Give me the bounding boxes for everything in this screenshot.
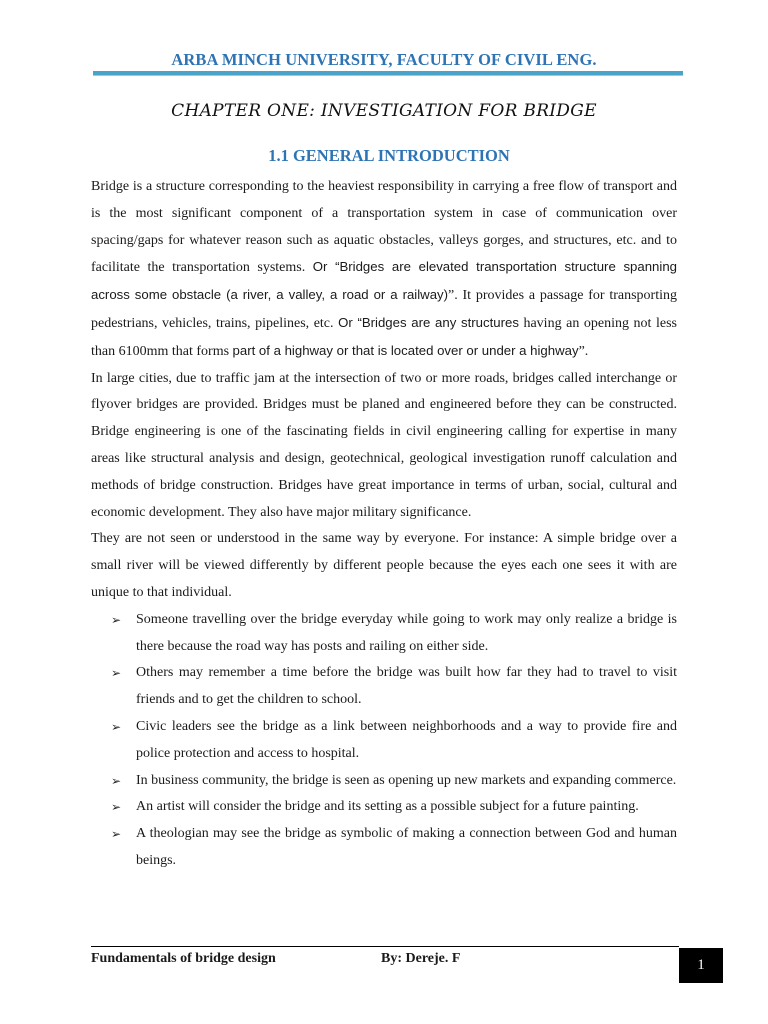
- footer-course-title: Fundamentals of bridge design: [91, 951, 276, 966]
- arrow-bullet-icon: ➢: [111, 773, 122, 788]
- perspective-list: [91, 607, 677, 875]
- list-item: [91, 714, 677, 768]
- arrow-bullet-icon: ➢: [111, 612, 122, 627]
- running-header: ARBA MINCH UNIVERSITY, FACULTY OF CIVIL ENG.: [171, 50, 597, 69]
- list-item: [91, 794, 677, 821]
- arrow-bullet-icon: ➢: [111, 827, 122, 842]
- list-item-text: Others may remember a time before the bridge was built how far they had to travel to visit friends and to get the children to school.: [136, 665, 677, 708]
- paragraph-intro-text-4: ”.: [578, 343, 589, 359]
- definition-quote-3: part of a highway or that is located over or under a highway: [232, 342, 579, 358]
- section-title: 1.1 GENERAL INTRODUCTION: [268, 146, 510, 165]
- list-item-text: In business community, the bridge is seen as opening up new markets and expanding commerce.: [136, 772, 677, 788]
- footer-author: By: Dereje. F: [381, 951, 461, 966]
- list-item-text: An artist will consider the bridge and its setting as a possible subject for a future painting.: [136, 799, 639, 815]
- arrow-bullet-icon: ➢: [111, 666, 122, 681]
- header-divider: [93, 71, 683, 75]
- paragraph-intro: [91, 174, 677, 366]
- paragraph-intro-text: Bridge is a structure corresponding to the heaviest responsibility in carrying a free flow of transport and is the most significant component of a transportation system in case of communication over spacing/gaps for whatever reason such as aquatic obstacles, valleys gorges, and structures, etc. and to facilitate the transportation systems.: [91, 179, 677, 276]
- list-item: [91, 821, 677, 875]
- list-item-text: Someone travelling over the bridge everyday while going to work may only realize a bridge is there because the road way has posts and railing on either side.: [136, 611, 677, 654]
- definition-quote-2: Or “Bridges are any structures: [338, 314, 519, 330]
- list-item-text: Civic leaders see the bridge as a link between neighborhoods and a way to provide fire and police protection and access to hospital.: [136, 718, 677, 761]
- page-number: 1: [697, 957, 705, 973]
- paragraph-intro-text-3: having an opening not less than 6100mm that forms: [91, 315, 677, 359]
- paragraph-intro-text-2: ”. It provides a passage for transporting pedestrians, vehicles, trains, pipelines, etc.: [91, 288, 677, 331]
- arrow-bullet-icon: ➢: [111, 719, 122, 734]
- list-item-text: A theologian may see the bridge as symbolic of making a connection between God and human beings.: [136, 826, 677, 868]
- list-item: [91, 660, 677, 714]
- list-item: [91, 607, 677, 661]
- definition-quote-1: Or “Bridges are elevated transportation structure spanning across some obstacle (a river, a valley, a road or a railway): [91, 259, 677, 303]
- paragraph-perception: They are not seen or understood in the same way by everyone. For instance: A simple bridge over a small river will be viewed differently by different people because the eyes each one sees it with are unique to that individual.: [91, 531, 677, 600]
- arrow-bullet-icon: ➢: [111, 800, 122, 815]
- chapter-title: CHAPTER ONE: INVESTIGATION FOR BRIDGE: [171, 101, 597, 121]
- list-item: [91, 768, 677, 795]
- paragraph-large-cities: In large cities, due to traffic jam at the intersection of two or more roads, bridges called interchange or flyover bridges are provided. Bridges must be planed and engineered before they can be constructed. Bridge engineering is one of the fascinating fields in civil engineering calling for expertise in many areas like structural analysis and design, geotechnical, geological investigation runoff calculation and methods of bridge construction. Bridges have great importance in terms of urban, social, cultural and economic development. They also have major military significance.: [91, 370, 677, 520]
- footer-divider: [91, 946, 679, 947]
- page-number-box: [679, 948, 723, 983]
- body-text: [91, 174, 677, 875]
